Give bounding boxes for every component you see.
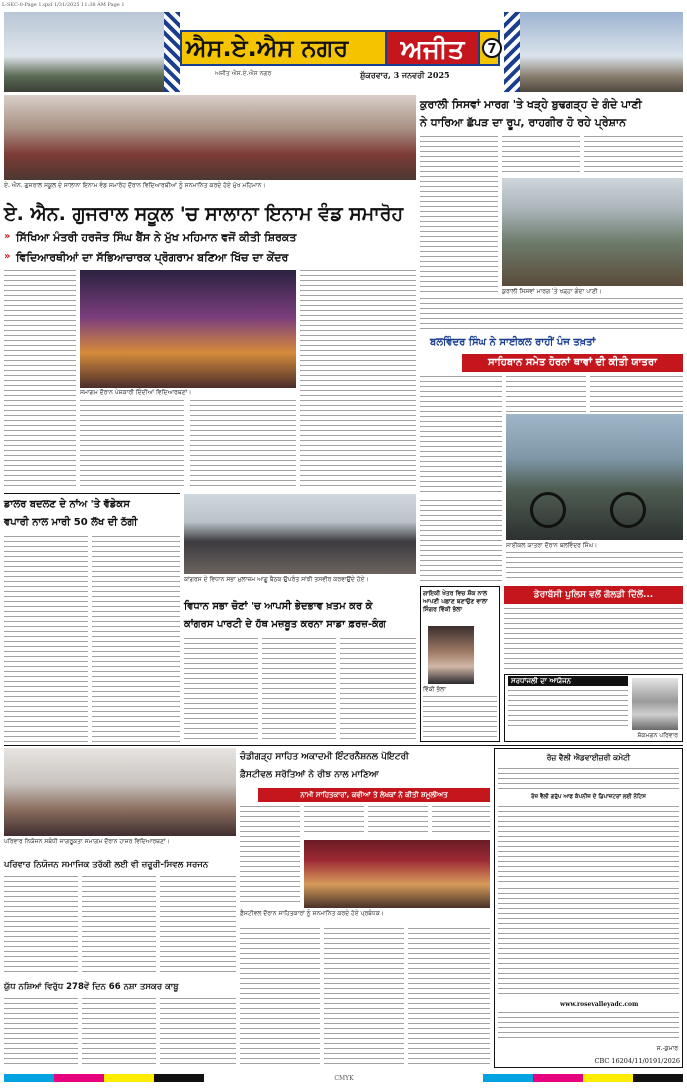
congress-body-col1: [184, 638, 258, 742]
poetry-headline-1: ਚੰਡੀਗੜ੍ਹ ਸਾਹਿਤ ਅਕਾਦਮੀ ਇੰਟਰਨੈਸ਼ਨਲ ਪੋਇਟਰੀ: [240, 752, 409, 762]
class-caption: ਪਰਿਵਾਰ ਨਿਯੋਜਨ ਸਬੰਧੀ ਜਾਗਰੂਕਤਾ ਸਮਾਗਮ ਦੌਰਾਨ ਹਾਜ਼ਰ ਵਿਦਿਆਰਥਣਾਂ।: [4, 838, 170, 845]
poetry-award-photo: [304, 840, 490, 908]
cycle-body-col5: [506, 552, 683, 582]
poetry-body-col5: [240, 928, 320, 1068]
police-headline: ਡੇਰਾਬੱਸੀ ਪੁਲਿਸ ਵਲੋਂ ਗੋਲਡੀ ਦਿੱਲੋਂ...: [504, 586, 683, 604]
congress-headline-2: ਕਾਂਗਰਸ ਪਾਰਟੀ ਦੇ ਹੱਥ ਮਜ਼ਬੂਤ ਕਰਨਾ ਸਾਡਾ ਫ਼ਰਜ਼-ਕੰਗ: [184, 619, 386, 630]
poetry-body-col1: [240, 806, 300, 906]
poetry-body-col3: [368, 806, 428, 836]
obit-body: [508, 690, 628, 730]
portrait-caption: ਵਿੱਕੀ ਭੱਲਾ: [423, 686, 446, 693]
family-headline: ਪਰਿਵਾਰ ਨਿਯੋਜਨ ਸਮਾਜਿਕ ਤਰੱਕੀ ਲਈ ਵੀ ਜ਼ਰੂਰੀ-ਸਿਵਲ ਸਰਜਨ: [4, 860, 209, 870]
masthead-photo-left: [4, 12, 164, 92]
group-caption: ਕਾਂਗਰਸ ਦੇ ਵਿਧਾਨ ਸਭਾ ਮੁਲਾਜ਼ਮ ਆਗੂ ਬੈਠਕ ਉਪਰੰਤ ਸਾਂਝੀ ਤਸਵੀਰ ਕਰਵਾਉਂਦੇ ਹੋਏ।: [184, 576, 369, 583]
congress-headline-1: ਵਿਧਾਨ ਸਭਾ ਚੋਣਾਂ 'ਚ ਆਪਸੀ ਭੇਦਭਾਵ ਖ਼ਤਮ ਕਰ ਕੇ: [184, 601, 373, 612]
cycle-caption: ਸਾਈਕਲ ਯਾਤਰਾ ਦੌਰਾਨ ਬਲਵਿੰਦਰ ਸਿੰਘ।: [506, 542, 598, 549]
singer-portrait: [428, 626, 474, 684]
singer-body: [423, 696, 497, 738]
cycle-body-col2: [506, 376, 586, 412]
school-sub1: ਸਿੱਖਿਆ ਮੰਤਰੀ ਹਰਜੋਤ ਸਿੰਘ ਬੈਂਸ ਨੇ ਮੁੱਖ ਮਹਿਮਾਨ ਵਜੋਂ ਕੀਤੀ ਸ਼ਿਰਕਤ: [16, 231, 297, 244]
kurali-body-col4: [420, 298, 683, 330]
notice-body-2: [498, 888, 679, 998]
cycle-body-col1: [420, 376, 502, 496]
print-slug: L-SEC-0-Page 1.qxd 1/31/2025 11:38 AM Page 1: [2, 2, 125, 8]
school-sub2: ਵਿਦਿਆਰਥੀਆਂ ਦਾ ਸੱਭਿਆਚਾਰਕ ਪ੍ਰੋਗਰਾਮ ਬਣਿਆ ਖਿੱਚ ਦਾ ਕੇਂਦਰ: [16, 251, 289, 264]
school-sub1-bullet: »: [4, 231, 11, 242]
dollar-headline-1: ਡਾਲਰ ਬਦਲਣ ਦੇ ਨਾਂਅ 'ਤੇ ਵੱਡੇਕਸ: [4, 499, 130, 510]
school-stage-photo: [80, 270, 296, 388]
drug-body-col2: [82, 998, 156, 1068]
poetry-body-col7: [408, 928, 490, 1068]
poetry-body-col4: [432, 806, 490, 836]
school-photo-caption: ਏ. ਐਨ. ਗੁਜਰਾਲ ਸਕੂਲ ਦੇ ਸਾਲਾਨਾ ਇਨਾਮ ਵੰਡ ਸਮਾਰੋਹ ਦੌਰਾਨ ਵਿਦਿਆਰਥੀਆਂ ਨੂੰ ਸਨਮਾਨਿਤ ਕਰਦੇ ਹੋਏ ਮੁੱਖ ਮਹਿਮਾਨ।: [4, 182, 266, 189]
drug-body-col1: [4, 998, 78, 1068]
poetry-body-col2: [304, 806, 364, 836]
masthead-section-title: ਐਸ.ਏ.ਐਸ ਨਗਰ: [186, 34, 349, 62]
kurali-body-col1: [420, 136, 498, 296]
cycle-headline-1: ਬਲਵਿੰਦਰ ਸਿੰਘ ਨੇ ਸਾਈਕਲ ਰਾਹੀਂ ਪੰਜ ਤਖ਼ਤਾਂ: [430, 337, 596, 348]
obit-signature: ਸ਼ੋਕਮਗਨ ਪਰਿਵਾਰ: [637, 732, 678, 739]
cycle-body-col4: [420, 500, 502, 582]
dollar-headline-2: ਵਪਾਰੀ ਨਾਲ ਮਾਰੀ 50 ਲੱਖ ਦੀ ਠੱਗੀ: [4, 517, 138, 528]
poetry-sub: ਨਾਮੀ ਸਾਹਿਤਕਾਰਾਂ, ਕਵੀਆਂ ਤੇ ਲੇਖਕਾਂ ਨੇ ਕੀਤੀ ਸ਼ਮੂਲੀਅਤ: [258, 788, 490, 802]
masthead-edition: ਅਜੀਤ ਐਸ.ਏ.ਐਸ ਨਗਰ: [215, 70, 272, 77]
masthead-paper-name: ਅਜੀਤ: [385, 30, 480, 66]
poetry-headline-2: ਫ਼ੈਸਟੀਵਲ ਸਰੋਤਿਆਂ ਨੇ ਰੀਝ ਨਾਲ ਮਾਣਿਆ: [240, 770, 379, 780]
obit-portrait: [632, 678, 678, 730]
classroom-photo: [4, 748, 236, 836]
cycle-body-col3: [590, 376, 683, 412]
family-body-col2: [82, 876, 156, 976]
registration-bar-left: [4, 1074, 204, 1082]
masthead-pattern-right: [504, 12, 520, 92]
registration-label: CMYK: [334, 1075, 354, 1082]
lower-rule: [4, 745, 683, 746]
masthead-date: ਸ਼ੁੱਕਰਵਾਰ, 3 ਜਨਵਰੀ 2025: [360, 70, 450, 80]
notice-body-1: [498, 806, 679, 884]
bicycle-wheel-rear: [610, 492, 646, 528]
dollar-body-col1: [4, 536, 88, 742]
school-headline: ਏ. ਐਨ. ਗੁਜਰਾਲ ਸਕੂਲ 'ਚ ਸਾਲਾਨਾ ਇਨਾਮ ਵੰਡ ਸਮਾਰੋਹ: [4, 203, 404, 225]
obit-head: ਸਰਧਾਂਜਲੀ ਦਾ ਆਯੋਜਨ: [508, 676, 628, 686]
drug-headline: ਯੁੱਧ ਨਸ਼ਿਆਂ ਵਿਰੁੱਧ 278ਵੇਂ ਦਿਨ 66 ਨਸ਼ਾ ਤਸਕਰ ਕਾਬੂ: [4, 982, 179, 992]
family-body-col3: [160, 876, 236, 976]
kurali-headline-1: ਕੁਰਾਲੀ ਸਿਸਵਾਂ ਮਾਰਗ 'ਤੇ ਖੜ੍ਹੇ ਬੁਢਗੜ੍ਹ ਦੇ ਗੰਦੇ ਪਾਣੀ: [420, 98, 642, 111]
family-body-col1: [4, 876, 78, 976]
poetry-body-col6: [324, 928, 404, 1068]
school-body-col4: [300, 270, 416, 490]
shortbox-head: ਗਾਇਕੀ ਖੇਤਰ ਵਿਚ ਸ਼ੌਕ ਨਾਲ ਆਪਣੀ ਪਛਾਣ ਬਣਾਉਣ ਵਾਲਾ ਸਿੰਗਰ ਵਿੱਕੀ ਭੱਲਾ: [423, 590, 488, 613]
kurali-headline-2: ਨੇ ਧਾਰਿਆ ਛੱਪੜ ਦਾ ਰੂਪ, ਰਾਹਗੀਰ ਹੋ ਰਹੇ ਪ੍ਰੇਸ਼ਾਨ: [420, 116, 627, 129]
police-body: [504, 608, 683, 670]
drug-body-col3: [160, 998, 236, 1068]
kurali-body-col3: [584, 136, 683, 176]
masthead-photo-right: [520, 12, 683, 92]
notice-body-3: [498, 1012, 679, 1040]
notice-head-1: ਰੋਜ਼ ਵੈਲੀ ਐਡਵਾਈਜ਼ਰੀ ਕਮੇਟੀ: [546, 753, 631, 762]
registration-bar-right: [483, 1074, 683, 1082]
masthead-pattern: [164, 12, 180, 92]
kurali-body-col2: [502, 136, 580, 176]
notice-intro: [498, 768, 679, 790]
notice-code: CBC 16204/11/0191/2026: [594, 1057, 680, 1065]
cycle-photo: [506, 414, 683, 540]
dollar-body-col2: [92, 536, 180, 742]
kurali-road-photo: [502, 178, 683, 286]
cycle-headline-2: ਸਾਹਿਬਾਨ ਸਮੇਤ ਹੋਰਨਾਂ ਥਾਵਾਂ ਦੀ ਕੀਤੀ ਯਾਤਰਾ: [462, 354, 683, 372]
school-group-photo: [4, 95, 416, 180]
school-body-col1: [4, 270, 76, 490]
school-body-col2: [80, 400, 184, 490]
congress-group-photo: [184, 494, 416, 574]
notice-signature: ਸ.-ਕੁਮਾਰ: [656, 1045, 678, 1052]
stage-caption: ਸਮਾਗਮ ਦੌਰਾਨ ਪੇਸ਼ਕਾਰੀ ਦਿੰਦੀਆਂ ਵਿਦਿਆਰਥਣਾਂ।: [80, 389, 192, 396]
school-sub2-bullet: »: [4, 251, 11, 262]
school-body-col3: [190, 400, 296, 490]
notice-head-2: ਰੋਜ਼ ਵੈਲੀ ਗਰੁੱਪ ਆਫ ਕੰਪਨੀਜ਼ ਦੇ ਡਿਪਾਜ਼ਟਰਾਂ ਲਈ ਨੋਟਿਸ: [531, 794, 646, 800]
masthead-page-number: 7: [482, 38, 502, 58]
bicycle-wheel-front: [530, 492, 566, 528]
road-caption: ਕੁਰਾਲੀ ਸਿਸਵਾਂ ਮਾਰਗ 'ਤੇ ਖੜ੍ਹਾ ਗੰਦਾ ਪਾਣੀ।: [502, 288, 602, 295]
congress-body-col3: [340, 638, 416, 742]
notice-url: www.rosevalleyadc.com: [560, 1001, 639, 1008]
award-caption: ਫ਼ੈਸਟੀਵਲ ਦੌਰਾਨ ਸਾਹਿਤਕਾਰਾਂ ਨੂੰ ਸਨਮਾਨਿਤ ਕਰਦੇ ਹੋਏ ਪ੍ਰਬੰਧਕ।: [240, 910, 384, 917]
dollar-rule: [4, 493, 180, 494]
congress-body-col2: [262, 638, 336, 742]
